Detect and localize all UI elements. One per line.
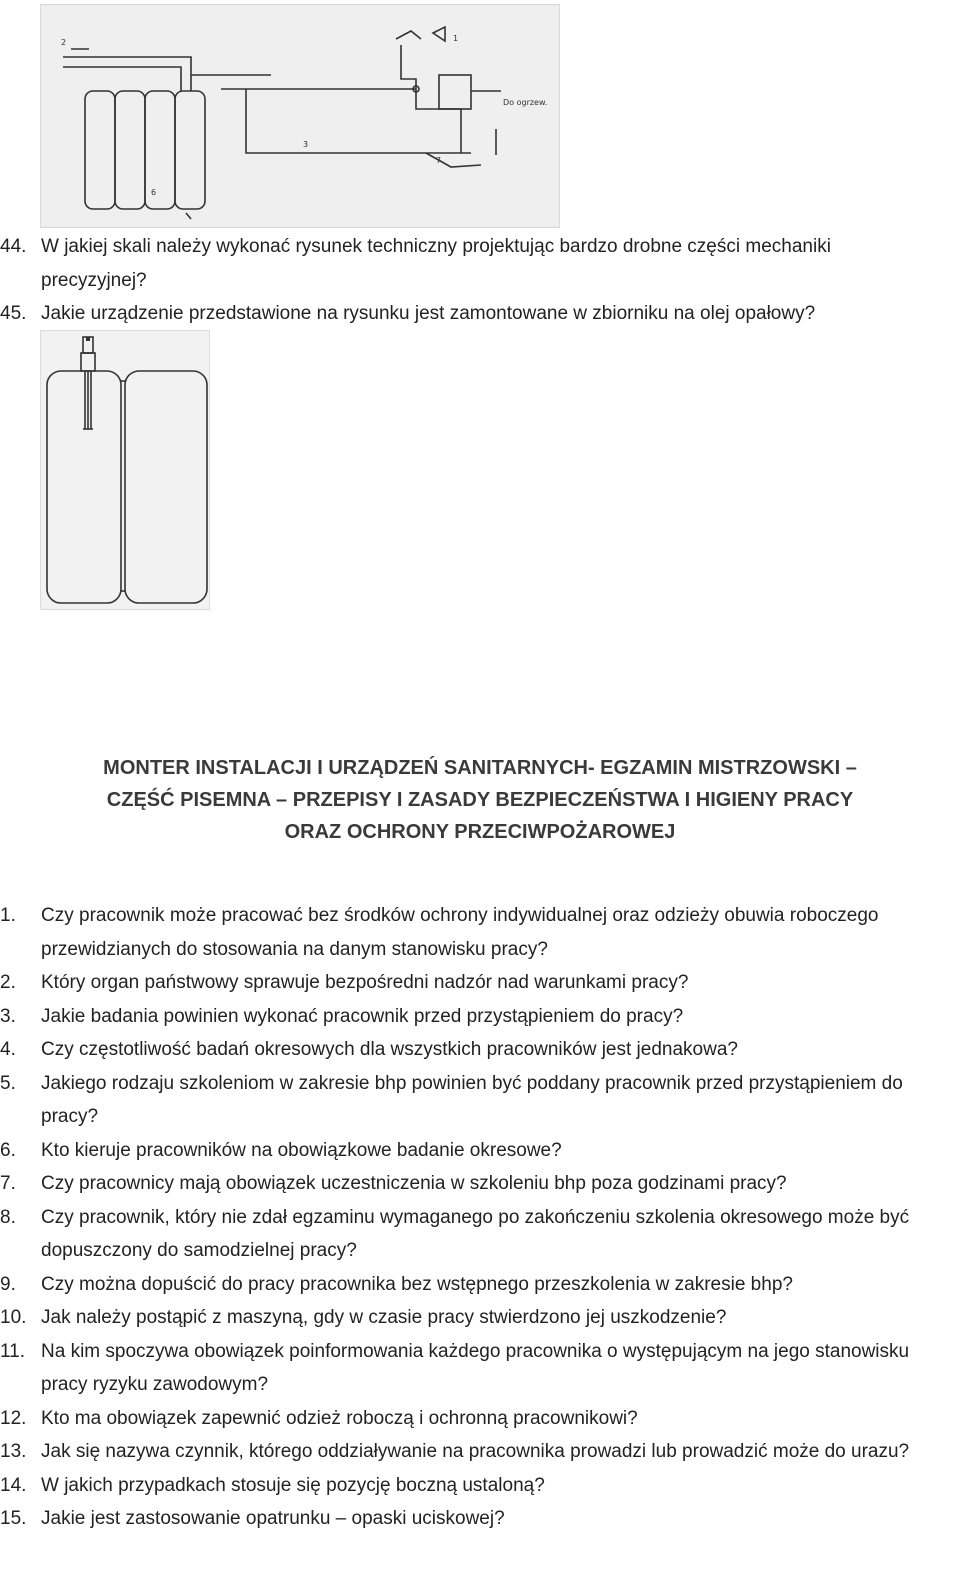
list-item — [0, 1469, 960, 1503]
list-item — [0, 1033, 960, 1067]
question-text: Który organ państwowy sprawuje bezpośredni nadzór nad warunkami pracy? — [41, 972, 689, 993]
question-text: Jak się nazywa czynnik, którego oddziaływanie na pracownika prowadzi lub prowadzić może do urazu? — [41, 1441, 910, 1462]
list-item — [0, 1201, 960, 1268]
question-number: 5. — [0, 1072, 16, 1094]
svg-text:1: 1 — [453, 34, 459, 43]
list-item — [0, 1502, 960, 1536]
question-number: 13. — [0, 1441, 27, 1462]
question-text: Jakiego rodzaju szkoleniom w zakresie bhp powinien być poddany pracownik przed przystąpieniem do pracy? — [41, 1072, 903, 1127]
list-item — [0, 1067, 960, 1134]
heating-oil-system-diagram-icon — [41, 5, 559, 227]
question-text: Czy częstotliwość badań okresowych dla wszystkich pracowników jest jednakowa? — [41, 1039, 738, 1060]
question-number: 12. — [0, 1407, 27, 1429]
list-item — [0, 966, 960, 1000]
question-number: 7. — [0, 1173, 16, 1194]
question-text: Czy pracownicy mają obowiązek uczestniczenia w szkoleniu bhp poza godzinami pracy? — [41, 1173, 787, 1194]
list-item — [0, 1435, 960, 1469]
question-number: 6. — [0, 1139, 16, 1161]
question-number: 11. — [0, 1340, 26, 1362]
question-number: 3. — [0, 1005, 16, 1027]
question-number: 8. — [0, 1206, 16, 1228]
question-number: 9. — [0, 1273, 16, 1295]
list-item — [0, 230, 960, 297]
oil-tank-drawing — [40, 330, 210, 610]
question-text: Kto kieruje pracowników na obowiązkowe badanie okresowe? — [41, 1139, 562, 1161]
svg-text:2: 2 — [61, 38, 67, 47]
title-line: CZĘŚĆ PISEMNA – PRZEPISY I ZASADY BEZPIECZEŃSTWA I HIGIENY PRACY — [106, 789, 854, 811]
question-number: 2. — [0, 972, 16, 993]
list-item — [0, 1134, 960, 1168]
oil-tank-with-level-gauge-icon — [41, 331, 209, 609]
list-item — [0, 899, 960, 966]
svg-text:Do ogrzew.: Do ogrzew. — [503, 98, 548, 107]
list-item — [0, 1268, 960, 1302]
svg-text:3: 3 — [303, 140, 309, 149]
question-number: 14. — [0, 1474, 27, 1496]
question-number: 15. — [0, 1508, 27, 1529]
page-title — [0, 752, 960, 848]
list-item — [0, 1000, 960, 1034]
list-item — [0, 1301, 960, 1335]
list-item — [0, 1402, 960, 1436]
question-text: Czy można dopuścić do pracy pracownika bez wstępnego przeszkolenia w zakresie bhp? — [41, 1273, 793, 1295]
svg-text:7: 7 — [436, 156, 442, 165]
list-item — [0, 297, 960, 331]
question-text: Na kim spoczywa obowiązek poinformowania każdego pracownika o występującym na jego stanowisku pracy ryzyku zawodowym? — [41, 1340, 910, 1395]
question-text: Jakie jest zastosowanie opatrunku – opaski uciskowej? — [41, 1508, 505, 1529]
question-text: W jakiej skali należy wykonać rysunek techniczny projektując bardzo drobne części mechaniki precyzyjnej? — [41, 236, 831, 291]
question-text: Jakie badania powinien wykonać pracownik przed przystąpieniem do pracy? — [41, 1005, 684, 1027]
list-item — [0, 1335, 960, 1402]
title-line: MONTER INSTALACJI I URZĄDZEŃ SANITARNYCH- EGZAMIN MISTRZOWSKI – — [103, 757, 857, 779]
svg-text:6: 6 — [151, 188, 157, 197]
question-list — [0, 899, 960, 1536]
question-number: 44. — [0, 236, 27, 257]
question-text: Czy pracownik może pracować bez środków ochrony indywidualnej oraz odzieży obuwia roboczego przewidzianych do stosowania na danym stanowisku pracy? — [41, 905, 879, 960]
question-text: Czy pracownik, który nie zdał egzaminu wymaganego po zakończeniu szkolenia okresowego może być dopuszczony do samodzielnej pracy? — [41, 1206, 910, 1261]
title-line: ORAZ OCHRONY PRZECIWPOŻAROWEJ — [284, 821, 676, 843]
top-question-list — [0, 230, 960, 331]
heating-system-drawing — [40, 4, 560, 228]
list-item — [0, 1167, 960, 1201]
question-number: 4. — [0, 1039, 16, 1060]
question-text: Jak należy postąpić z maszyną, gdy w czasie pracy stwierdzono jej uszkodzenie? — [41, 1307, 727, 1328]
question-text: W jakich przypadkach stosuje się pozycję boczną ustaloną? — [41, 1474, 545, 1496]
question-number: 10. — [0, 1307, 27, 1328]
question-number: 45. — [0, 303, 27, 324]
question-text: Jakie urządzenie przedstawione na rysunku jest zamontowane w zbiorniku na olej opałowy? — [41, 303, 816, 324]
question-text: Kto ma obowiązek zapewnić odzież roboczą i ochronną pracownikowi? — [41, 1407, 638, 1429]
question-number: 1. — [0, 905, 16, 926]
